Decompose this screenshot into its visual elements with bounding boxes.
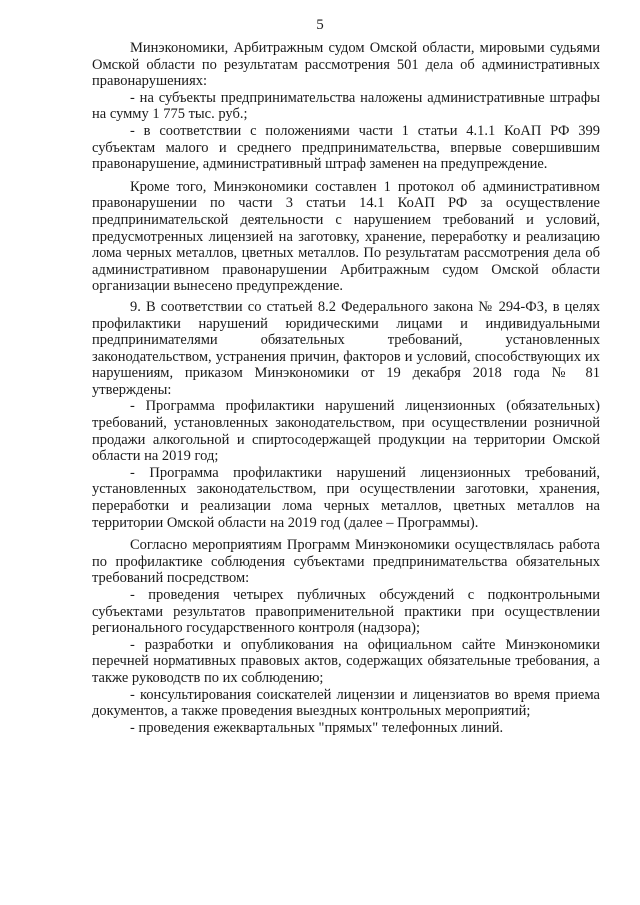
page-number: 5 xyxy=(316,17,324,33)
paragraph-section-9: 9. В соответствии со статьей 8.2 Федерального закона № 294-ФЗ, в целях профилактики нарушений юридическими лицами и индивидуальными предпринимателями обязательных требований, установленных законодательством, устранения причин, факторов и условий, способствующих их нарушениям, приказом Минэкономики от 19 декабря 2018 года № 81 утверждены: xyxy=(92,298,600,398)
list-item-program-alcohol: - Программа профилактики нарушений лицензионных (обязательных) требований, установленных законодательством, при осуществлении розничной продажи алкогольной и спиртосодержащей продукции на территории Омской области на 2019 год; xyxy=(92,398,600,465)
paragraph-prevention-measures: Согласно мероприятиям Программ Минэкономики осуществлялась работа по профилактике соблюдения субъектами предпринимательства обязательных требований посредством: xyxy=(92,537,600,587)
list-item-fines: - на субъекты предпринимательства наложены административные штрафы на сумму 1 775 тыс. руб.; xyxy=(92,89,600,123)
list-item-public-discussions: - проведения четырех публичных обсуждений с подконтрольными субъектами результатов правоприменительной практики при осуществлении регионального государственного контроля (надзора); xyxy=(92,587,600,637)
list-item-consulting: - консультирования соискателей лицензии и лицензиатов во время приема документов, а также проведения выездных контрольных мероприятий; xyxy=(92,686,600,720)
paragraph-protocol: Кроме того, Минэкономики составлен 1 протокол об административном правонарушении по части 3 статьи 14.1 КоАП РФ за осуществление предпринимательской деятельности с нарушением требований и условий, предусмотренных лицензией на заготовку, хранение, переработку и реализацию лома черных металлов, цветных металлов. По результатам рассмотрения дела об административном правонарушении Арбитражным судом Омской области организации вынесено предупреждение. xyxy=(92,178,600,295)
list-item-program-scrap-metal: - Программа профилактики нарушений лицензионных требований, установленных законодательством, при осуществлении заготовки, хранения, переработки и реализации лома черных металлов, цветных металлов на территории Омской области на 2019 год (далее – Программы). xyxy=(92,464,600,531)
paragraph-admin-offenses-intro: Минэкономики, Арбитражным судом Омской области, мировыми судьями Омской области по результатам рассмотрения 501 дела об административных правонарушениях: xyxy=(92,40,600,90)
document-body xyxy=(92,40,600,736)
list-item-hotlines: - проведения ежеквартальных "прямых" телефонных линий. xyxy=(130,719,504,736)
list-item-warnings: - в соответствии с положениями части 1 статьи 4.1.1 КоАП РФ 399 субъектам малого и среднего предпринимательства, впервые совершившим правонарушение, административный штраф заменен на предупреждение. xyxy=(92,122,600,173)
list-item-publication: - разработки и опубликования на официальном сайте Минэкономики перечней нормативных правовых актов, содержащих обязательные требования, а также руководств по их соблюдению; xyxy=(92,636,600,686)
